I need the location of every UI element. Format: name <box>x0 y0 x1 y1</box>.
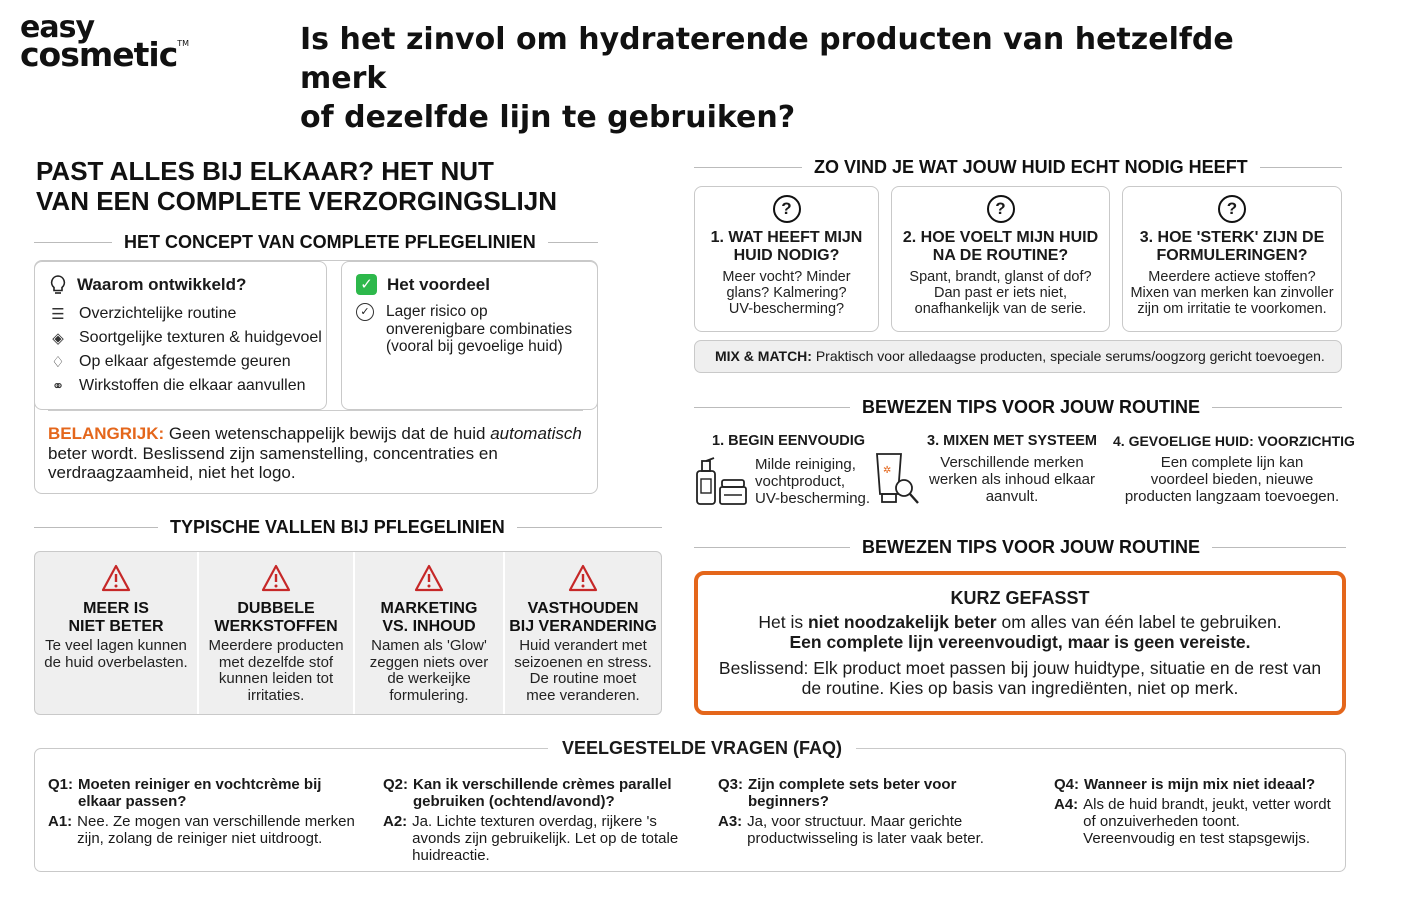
question-title: NA DE ROUTINE? <box>932 247 1069 264</box>
divider <box>48 410 583 411</box>
advantage-text: (vooral bij gevoelige huid) <box>386 338 563 355</box>
section-main-title <box>36 156 636 216</box>
why-developed-card <box>34 261 327 410</box>
pitfalls-panel <box>34 551 662 715</box>
pitfalls-header-text: TYPISCHE VALLEN BIJ PFLEGELINIEN <box>170 517 505 537</box>
question-text: Mixen van merken kan zinvoller <box>1130 285 1334 301</box>
pitfall-text: seizoenen en stress. <box>514 653 652 671</box>
share-icon: ⚭ <box>51 377 65 395</box>
faq-answer: Nee. Ze mogen van verschillende merken zijn, zolang de reiniger niet uitdroogt. <box>77 813 355 847</box>
tip-text-line: Verschillende merken <box>940 454 1084 471</box>
faq-item <box>718 776 1018 847</box>
pitfall-text: Te veel lagen kunnen <box>45 637 187 654</box>
warning-icon <box>261 564 291 592</box>
pitfall-text: zeggen niets over <box>369 653 489 671</box>
summary-title: KURZ GEFASST <box>950 588 1090 608</box>
question-text: zijn om irritatie te voorkomen. <box>1137 301 1327 317</box>
tip-text-line: aanvult. <box>985 488 1039 505</box>
why-developed-title: Waarom ontwikkeld? <box>77 275 247 294</box>
logo-line2: cosmetic <box>20 34 178 74</box>
faq-item <box>48 776 368 847</box>
main-title-line1: PAST ALLES BIJ ELKAAR? HET NUT <box>36 156 494 186</box>
faq-answer: Als de huid brandt, jeukt, vetter wordt of onzuiverheden toont. Vereenvoudig en test stapsgewijs. <box>1083 796 1331 847</box>
summary-text: Het is <box>758 612 808 632</box>
tip-text <box>755 456 870 507</box>
page-title-line1: Is het zinvol om hydraterende producten van hetzelfde merk <box>300 22 1234 96</box>
pitfall-text: De routine moet <box>529 670 637 687</box>
faq-answer-label: A4: <box>1054 796 1079 813</box>
logo-line1: easy <box>20 10 95 45</box>
question-text: glans? Kalmering? <box>726 285 847 301</box>
pitfall-item <box>199 552 355 714</box>
question-text: Dan past er iets niet, <box>934 285 1067 301</box>
question-mark-icon: ? <box>1218 195 1246 223</box>
tip-title: 1. BEGIN EENVOUDIG <box>712 433 866 449</box>
question-mark-icon: ? <box>987 195 1015 223</box>
pitfall-text: de huid overbelasten. <box>44 653 188 671</box>
summary-bold: niet noodzakelijk beter <box>807 612 997 632</box>
summary-paragraph-1 <box>698 612 1342 652</box>
logo-tm: TM <box>177 38 190 48</box>
faq-question: Zijn complete sets beter voor beginners? <box>748 776 957 810</box>
faq-question-label: Q3: <box>718 776 744 793</box>
tip-item <box>926 433 1098 505</box>
question-title: HUID NODIG? <box>733 247 840 264</box>
why-item <box>49 302 326 326</box>
tube-magnifier-icon <box>873 451 921 507</box>
tip-title: 3. MIXEN MET SYSTEEM <box>927 433 1097 449</box>
pitfall-text: Meerdere producten <box>208 637 344 654</box>
question-card <box>694 186 879 332</box>
question-text: Meerdere actieve stoffen? <box>1148 269 1316 285</box>
question-text: Meer vocht? Minder <box>722 269 851 285</box>
faq-question: Wanneer is mijn mix niet ideaal? <box>1084 776 1316 793</box>
page-title-line2: of dezelfde lijn te gebruiken? <box>300 100 796 135</box>
faq-header: VEELGESTELDE VRAGEN (FAQ) <box>548 738 856 759</box>
check-circle-icon: ✓ <box>356 303 374 321</box>
question-text: onafhankelijk van de serie. <box>914 301 1087 317</box>
pitfall-title: BIJ VERANDERING <box>509 618 657 635</box>
question-title: FORMULERINGEN? <box>1156 247 1308 264</box>
advantage-text: onverenigbare combinaties <box>386 320 573 338</box>
tips-header-text: BEWEZEN TIPS VOOR JOUW ROUTINE <box>862 397 1201 417</box>
question-card <box>1122 186 1342 332</box>
pitfall-title: MARKETING <box>380 600 478 617</box>
page-title <box>300 20 1300 137</box>
question-text: Spant, brandt, glanst of dof? <box>909 269 1092 285</box>
pitfall-text: de werkeijke <box>387 670 471 687</box>
important-label: BELANGRIJK: <box>48 424 165 443</box>
concept-header <box>34 232 598 253</box>
pitfall-item <box>505 552 661 714</box>
warning-icon <box>568 564 598 592</box>
faq-question: Moeten reiniger en vochtcrème bij elkaar passen? <box>78 776 322 810</box>
pitfalls-header <box>34 517 662 538</box>
tips-header <box>694 397 1342 418</box>
pitfall-title: VS. INHOUD <box>382 618 476 635</box>
tip-text-line: voordeel bieden, nieuwe <box>1150 471 1314 488</box>
tip-text-line: Een complete lijn kan <box>1160 454 1304 471</box>
why-item <box>49 350 326 374</box>
question-text: UV-bescherming? <box>728 301 845 317</box>
pitfall-text: Namen als 'Glow' <box>371 637 487 654</box>
pitfall-text: kunnen leiden tot <box>218 670 334 687</box>
concept-header-text: HET CONCEPT VAN COMPLETE PFLEGELINIEN <box>124 232 536 252</box>
summary-text: om alles van één label te gebruiken. <box>996 612 1282 632</box>
pitfall-item <box>355 552 505 714</box>
important-emphasis: automatisch <box>490 424 582 443</box>
svg-text:✲: ✲ <box>883 465 892 476</box>
faq-answer-label: A1: <box>48 813 73 830</box>
important-text: Geen wetenschappelijk bewijs dat de huid <box>164 424 491 443</box>
layers-icon: ◈ <box>52 329 64 347</box>
brand-logo <box>20 10 190 74</box>
main-title-line2: VAN EEN COMPLETE VERZORGINGSLIJN <box>36 186 558 216</box>
why-item <box>49 374 326 398</box>
summary-text: de routine. Kies op basis van ingrediënten, niet op merk. <box>801 678 1239 698</box>
why-item <box>49 326 326 350</box>
pitfall-title: DUBBELE <box>237 600 315 617</box>
pitfall-title: VASTHOUDEN <box>527 600 639 617</box>
faq-question-label: Q2: <box>383 776 409 793</box>
tip-text-line: werken als inhoud elkaar <box>929 471 1095 488</box>
question-title: 1. WAT HEEFT MIJN <box>710 229 863 246</box>
pitfall-text: Huid verandert met <box>519 637 647 654</box>
tip-text-line: producten langzaam toevoegen. <box>1124 488 1340 505</box>
find-needs-header <box>694 157 1342 178</box>
mix-match-bar <box>694 340 1342 373</box>
tip-text-line: vochtproduct, <box>755 473 846 490</box>
pitfall-text: formulering. <box>389 686 469 704</box>
faq-answer: Ja, voor structuur. Maar gerichte productwisseling is later vaak beter. <box>747 813 984 847</box>
tip-item <box>712 433 865 449</box>
faq-item <box>1054 776 1334 847</box>
check-mark-icon: ✓ <box>356 274 377 295</box>
why-item-text: Overzichtelijke routine <box>79 305 237 322</box>
warning-icon <box>414 564 444 592</box>
warning-icon <box>101 564 131 592</box>
tips-header-secondary-text: BEWEZEN TIPS VOOR JOUW ROUTINE <box>862 537 1201 557</box>
advantage-title: Het voordeel <box>387 274 490 294</box>
advantage-card <box>341 261 598 410</box>
question-mark-icon: ? <box>773 195 801 223</box>
faq-answer-label: A2: <box>383 813 408 830</box>
faq-question-label: Q1: <box>48 776 74 793</box>
faq-answer: Ja. Lichte texturen overdag, rijkere 's avonds zijn gebruikelijk. Let op de totale huidreactie. <box>412 813 679 864</box>
lightbulb-icon <box>49 274 67 296</box>
tip-item <box>1113 433 1355 505</box>
pitfall-text: mee veranderen. <box>526 686 640 704</box>
pitfall-title: NIET BETER <box>68 618 164 635</box>
pitfall-item <box>35 552 199 714</box>
faq-item <box>383 776 683 864</box>
important-note <box>48 424 593 483</box>
mix-match-label: MIX & MATCH: <box>715 348 812 364</box>
tip-text-line: Milde reiniging, <box>755 456 856 473</box>
summary-paragraph-2 <box>698 658 1342 698</box>
advantage-text: Lager risico op <box>386 303 488 320</box>
question-title: 3. HOE 'STERK' ZIJN DE <box>1139 229 1325 246</box>
pitfall-text: irritaties. <box>247 686 305 704</box>
why-item-text: Soortgelijke texturen & huidgevoel <box>79 329 322 346</box>
pitfall-title: WERKSTOFFEN <box>214 618 338 635</box>
mix-match-text: Praktisch voor alledaagse producten, speciale serums/oogzorg gericht toevoegen. <box>811 348 1325 364</box>
why-item-text: Op elkaar afgestemde geuren <box>79 353 291 370</box>
why-item-text: Wirkstoffen die elkaar aanvullen <box>79 377 306 394</box>
faq-answer-label: A3: <box>718 813 743 830</box>
faq-question-label: Q4: <box>1054 776 1080 793</box>
important-text: beter wordt. Beslissend zijn samenstelling, concentraties en verdraagzaamheid, niet het logo. <box>48 443 498 482</box>
question-title: 2. HOE VOELT MIJN HUID <box>902 229 1099 246</box>
find-needs-header-text: ZO VIND JE WAT JOUW HUID ECHT NODIG HEEFT <box>814 157 1248 177</box>
question-card <box>891 186 1110 332</box>
tip-text-line: UV-bescherming. <box>755 490 871 507</box>
tip-title: 4. GEVOELIGE HUID: VOORZICHTIG <box>1113 433 1355 449</box>
skincare-bottles-icon <box>694 455 750 507</box>
pitfall-text: met dezelfde stof <box>218 653 334 671</box>
summary-box <box>694 571 1346 715</box>
drops-icon: ♢ <box>51 353 65 371</box>
list-icon: ☰ <box>51 305 65 323</box>
summary-text: Beslissend: Elk product moet passen bij jouw huidtype, situatie en de rest van <box>718 658 1322 678</box>
pitfall-title: MEER IS <box>83 600 149 617</box>
tips-header-secondary <box>694 537 1346 558</box>
faq-question: Kan ik verschillende crèmes parallel gebruiken (ochtend/avond)? <box>413 776 672 810</box>
summary-bold: Een complete lijn vereenvoudigt, maar is geen vereiste. <box>789 632 1251 652</box>
